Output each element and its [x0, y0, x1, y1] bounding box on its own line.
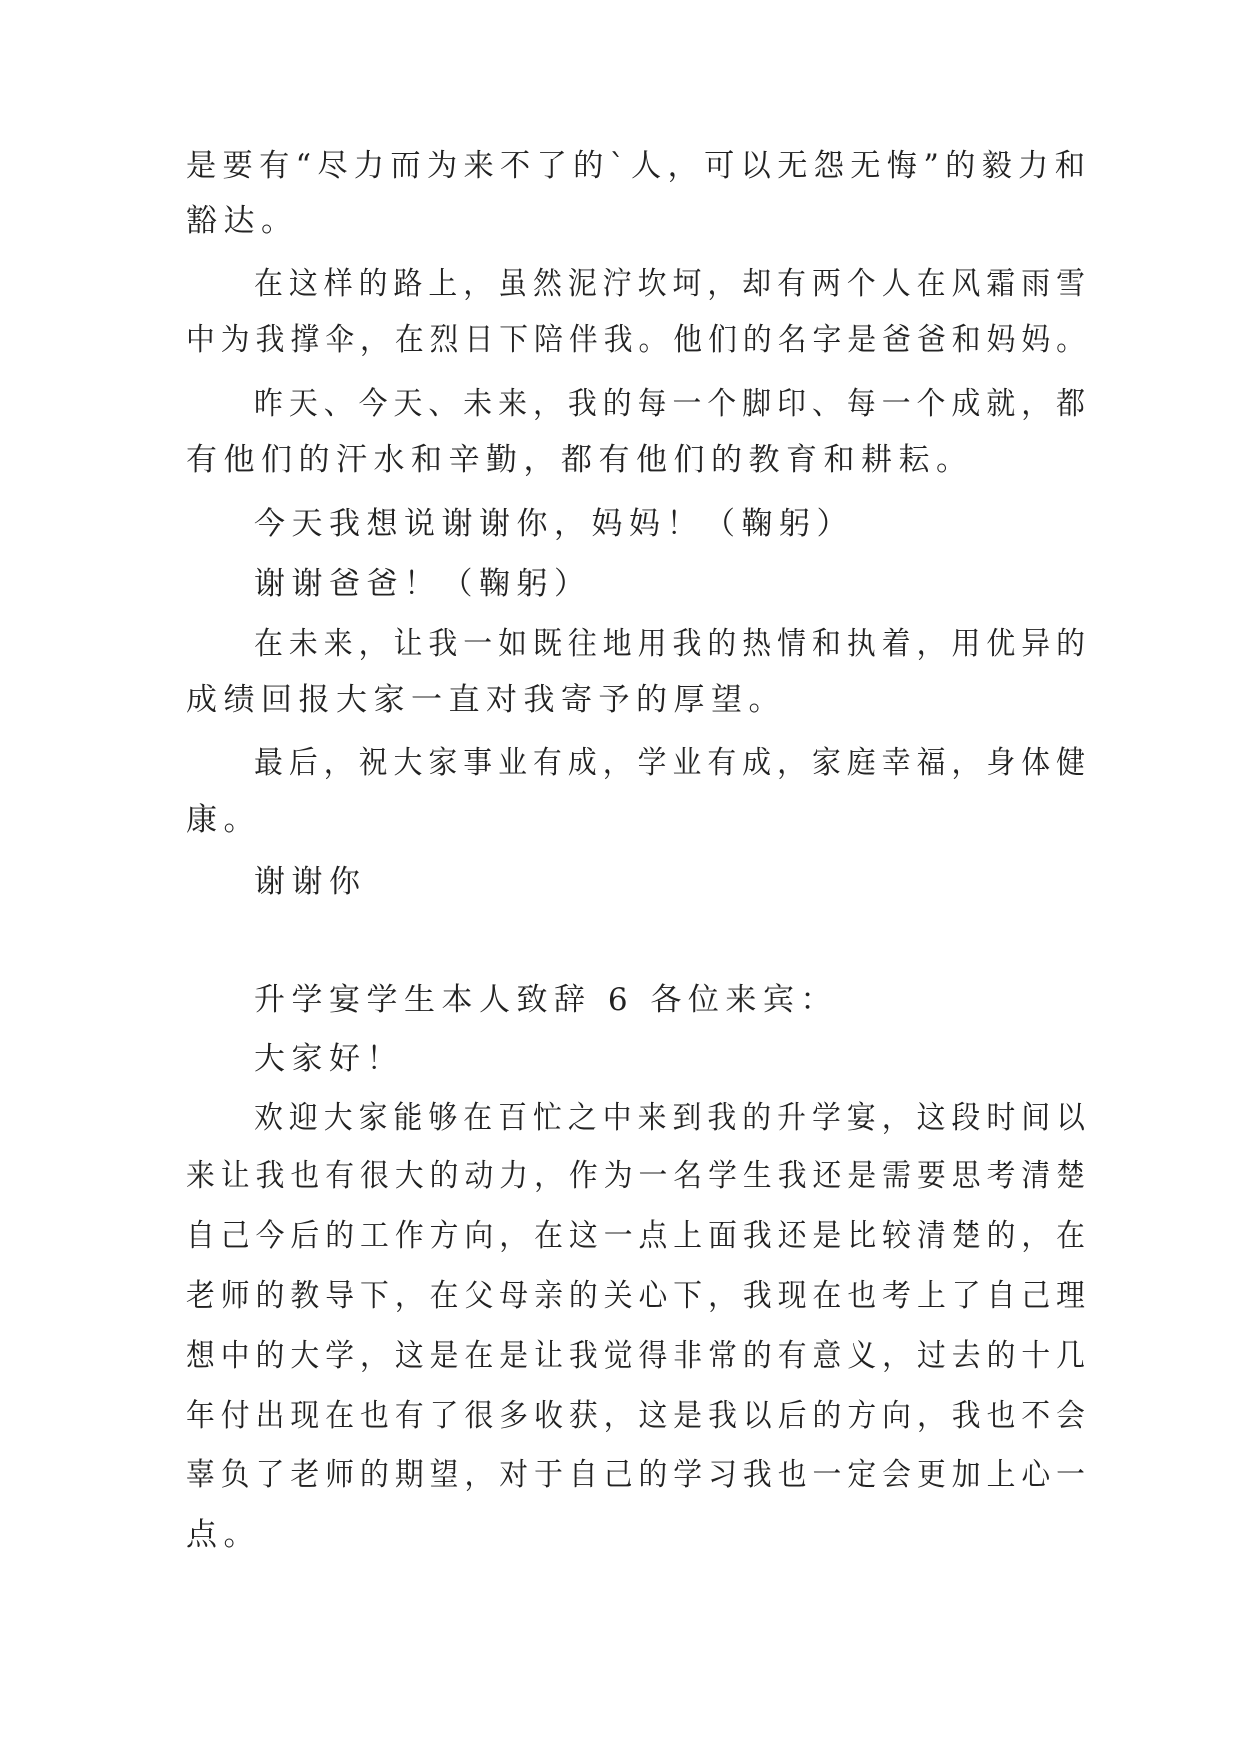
paragraph-line: 谢谢爸爸！（鞠躬）: [254, 566, 592, 602]
paragraph-line: 大家好！: [254, 1041, 404, 1077]
paragraph-line: 成绩回报大家一直对我寄予的厚望。: [186, 682, 786, 718]
paragraph-line: 在未来，让我一如既往地用我的热情和执着，用优异的: [254, 626, 1091, 662]
paragraph-line: 是要有“尽力而为来不了的`人，可以无怨无悔”的毅力和: [186, 148, 1092, 184]
paragraph-line: 辜负了老师的期望，对于自己的学习我也一定会更加上心一: [186, 1457, 1091, 1493]
paragraph-line: 豁达。: [186, 203, 299, 239]
paragraph-line: 最后，祝大家事业有成，学业有成，家庭幸福，身体健: [254, 745, 1091, 781]
paragraph-line: 有他们的汗水和辛勤，都有他们的教育和耕耘。: [186, 442, 974, 478]
paragraph-line: 昨天、今天、未来，我的每一个脚印、每一个成就，都: [254, 386, 1091, 422]
paragraph-line: 想中的大学，这是在是让我觉得非常的有意义，过去的十几: [186, 1338, 1091, 1374]
paragraph-line: 来让我也有很大的动力，作为一名学生我还是需要思考清楚: [186, 1158, 1091, 1194]
paragraph-line: 谢谢你: [254, 864, 367, 900]
paragraph-line: 今天我想说谢谢你，妈妈！（鞠躬）: [254, 506, 854, 542]
paragraph-line: 年付出现在也有了很多收获，这是我以后的方向，我也不会: [186, 1398, 1091, 1434]
paragraph-line: 自己今后的工作方向，在这一点上面我还是比较清楚的，在: [186, 1218, 1091, 1254]
section-heading: 升学宴学生本人致辞 6 各位来宾：: [254, 982, 838, 1018]
paragraph-line: 中为我撑伞，在烈日下陪伴我。他们的名字是爸爸和妈妈。: [186, 322, 1091, 358]
paragraph-line: 老师的教导下，在父母亲的关心下，我现在也考上了自己理: [186, 1278, 1091, 1314]
paragraph-line: 在这样的路上，虽然泥泞坎坷，却有两个人在风霜雨雪: [254, 266, 1091, 302]
paragraph-line: 欢迎大家能够在百忙之中来到我的升学宴，这段时间以: [254, 1100, 1091, 1136]
paragraph-line: 点。: [186, 1517, 261, 1553]
paragraph-line: 康。: [186, 802, 261, 838]
